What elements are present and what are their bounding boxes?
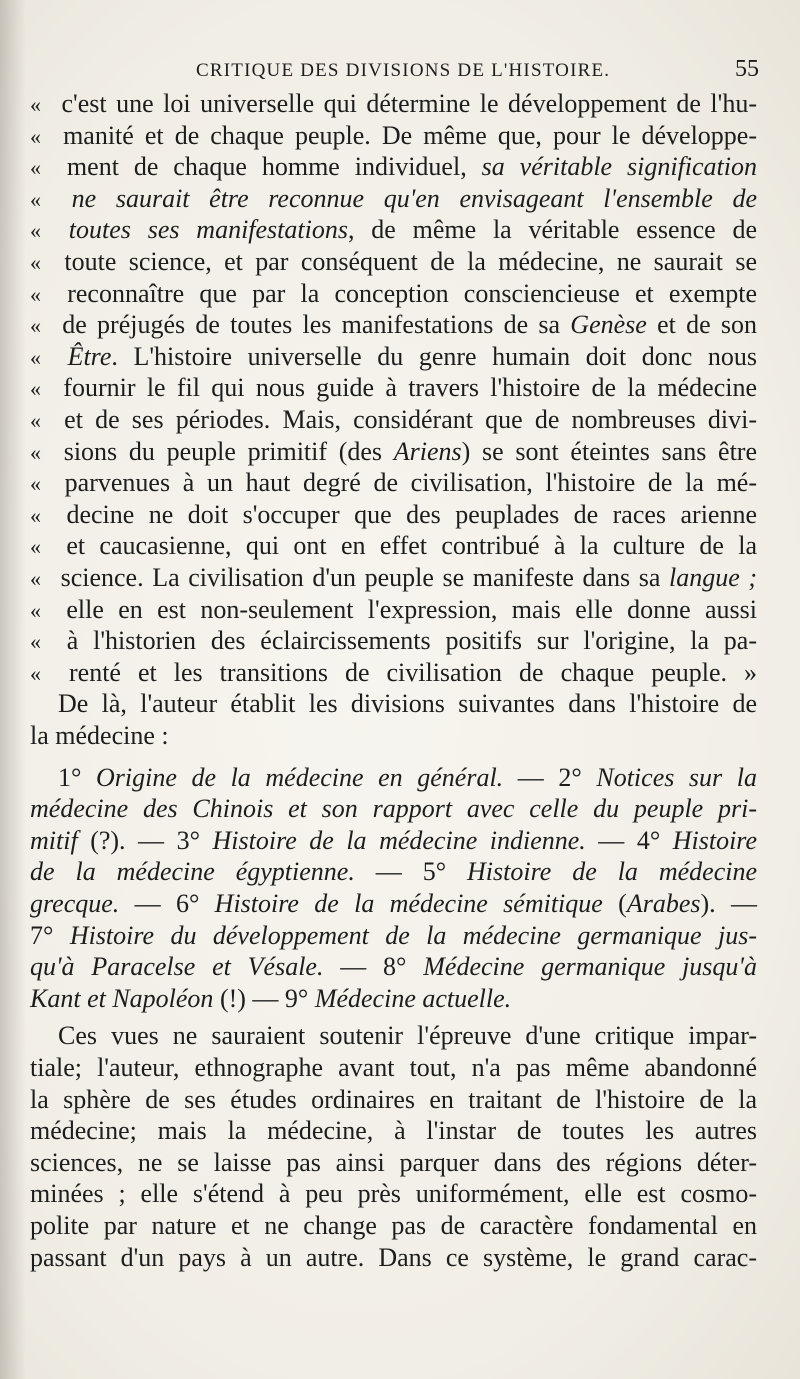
- text-run: minées ; elle s'étend à peu près uniformément, elle est cosmo-: [30, 1179, 757, 1209]
- italic-text-run: médecine des Chinois et son rapport avec celle du peuple pri-: [30, 794, 757, 824]
- text-line: [30, 1210, 757, 1242]
- text-line: [30, 436, 757, 469]
- italic-text-run: Médecine actuelle.: [314, 983, 512, 1013]
- text-line: [30, 151, 757, 184]
- italic-text-run: toutes ses manifestations: [52, 215, 348, 245]
- text-run: 1°: [58, 762, 96, 792]
- text-line: [30, 467, 757, 500]
- italic-text-run: ne saurait être reconnue qu'en envisageant l'ensemble de: [52, 183, 757, 213]
- text-run: reconnaître que par la conception consciencieuse et exempte: [52, 278, 757, 308]
- text-line: [58, 1020, 757, 1052]
- text-run: , de même la véritable essence de: [347, 215, 757, 245]
- text-line: [30, 120, 757, 153]
- running-head: [0, 56, 800, 90]
- text-line: [30, 372, 757, 405]
- italic-text-run: de la médecine égyptienne.: [30, 857, 355, 887]
- italic-text-run: Histoire de la médecine indienne.: [212, 825, 586, 855]
- text-run: à l'historien des éclaircissements positifs sur l'origine, la pa-: [52, 626, 757, 656]
- text-line: [30, 793, 757, 825]
- text-line: [30, 246, 757, 279]
- text-line: [30, 499, 757, 532]
- text-line: [30, 720, 757, 752]
- italic-text-run: Histoire de la médecine sémitique: [214, 889, 603, 918]
- text-line: [30, 1115, 757, 1147]
- text-line: [30, 657, 757, 690]
- italic-text-run: Ariens: [393, 436, 462, 466]
- text-run: tiale; l'auteur, ethnographe avant tout, n'a pas même abandonné: [30, 1053, 757, 1082]
- text-run: Ces vues ne sauraient soutenir l'épreuve d'une critique impar-: [58, 1021, 757, 1051]
- text-line: [30, 183, 757, 216]
- text-line: [30, 1178, 757, 1210]
- quote-mark: «: [30, 281, 38, 307]
- spine-shadow: [0, 0, 26, 1379]
- quote-mark: «: [30, 629, 38, 655]
- quote-mark: «: [30, 471, 38, 497]
- quote-mark: «: [30, 123, 38, 149]
- italic-text-run: grecque.: [30, 889, 120, 918]
- quote-mark: «: [30, 534, 38, 560]
- text-run: fournir le fil qui nous guide à travers l'histoire de la médecine: [52, 373, 757, 403]
- quote-mark: «: [30, 218, 38, 244]
- italic-text-run: Notices sur la: [596, 762, 757, 792]
- quote-mark: «: [30, 408, 38, 433]
- text-line: [30, 951, 757, 983]
- text-line: [30, 214, 757, 247]
- text-line: [58, 762, 757, 794]
- text-line: [30, 825, 757, 857]
- text-line: [58, 688, 757, 720]
- text-run: 7°: [30, 920, 70, 950]
- italic-text-run: Genèse: [570, 310, 647, 340]
- italic-text-run: mitif: [30, 825, 78, 855]
- text-run: sions du peuple primitif (des: [52, 436, 394, 466]
- quote-mark: «: [30, 660, 38, 686]
- text-run: (!) — 9°: [213, 983, 315, 1013]
- quote-mark: «: [30, 376, 38, 402]
- text-run: . L'histoire universelle du genre humain doit donc nous: [111, 341, 757, 371]
- quote-mark: «: [30, 92, 38, 117]
- text-run: De là, l'auteur établit les divisions suivantes dans l'histoire de: [58, 689, 757, 719]
- page-number: 55: [735, 56, 759, 82]
- text-run: renté et les transitions de civilisation de chaque peuple. »: [52, 657, 757, 687]
- text-line: [30, 562, 757, 595]
- text-line: [30, 1242, 757, 1274]
- text-run: et de ses périodes. Mais, considérant que de nombreuses divi-: [52, 405, 757, 434]
- quote-mark: «: [30, 186, 38, 212]
- text-run: decine ne doit s'occuper que des peuplades de races arienne: [52, 499, 757, 529]
- text-run: la médecine :: [30, 721, 169, 750]
- italic-text-run: Origine de la médecine en général.: [95, 762, 504, 792]
- text-line: [30, 1052, 757, 1084]
- italic-text-run: Être: [52, 341, 112, 371]
- italic-text-run: Histoire de la médecine: [467, 857, 758, 887]
- quote-mark: «: [30, 439, 38, 465]
- text-line: [30, 856, 757, 888]
- text-run: sciences, ne se laisse pas ainsi parquer dans des régions déter-: [30, 1147, 757, 1177]
- text-run: c'est une loi universelle qui détermine le développement de l'hu-: [52, 89, 757, 118]
- text-run: et de son: [646, 310, 758, 340]
- italic-text-run: qu'à Paracelse et Vésale.: [30, 952, 324, 982]
- text-run: — 8°: [323, 952, 424, 982]
- italic-text-run: langue ;: [668, 563, 758, 592]
- quote-mark: «: [30, 250, 38, 275]
- text-run: (?). — 3°: [77, 825, 213, 855]
- text-line: [30, 530, 757, 563]
- quote-mark: «: [30, 502, 38, 528]
- text-line: [30, 1147, 757, 1179]
- italic-text-run: Histoire du développement de la médecine germanique jus-: [69, 920, 757, 950]
- text-run: et caucasienne, qui ont en effet contribué à la culture de la: [52, 531, 757, 561]
- text-line: [30, 920, 757, 952]
- text-run: — 6°: [119, 889, 215, 918]
- text-line: [30, 341, 757, 374]
- running-title: CRITIQUE DES DIVISIONS DE L'HISTOIRE.: [196, 60, 611, 81]
- quote-mark: «: [30, 155, 38, 181]
- text-line: [30, 888, 757, 920]
- quote-mark: «: [30, 566, 38, 591]
- text-run: elle en est non-seulement l'expression, mais elle donne aussi: [52, 594, 757, 624]
- text-run: polite par nature et ne change pas de caractère fondamental en: [30, 1211, 757, 1240]
- text-run: parvenues à un haut degré de civilisation, l'histoire de la mé-: [52, 468, 757, 498]
- text-line: [30, 625, 757, 658]
- text-run: ) se sont éteintes sans être: [461, 436, 757, 466]
- text-run: — 5°: [354, 857, 468, 887]
- italic-text-run: Histoire: [672, 825, 757, 855]
- text-line: [30, 983, 757, 1015]
- quote-mark: «: [30, 597, 38, 623]
- italic-text-run: Kant et Napoléon: [30, 983, 214, 1013]
- text-line: [30, 309, 757, 342]
- italic-text-run: sa véritable signification: [481, 152, 757, 182]
- text-line: [30, 1084, 757, 1116]
- text-run: de préjugés de toutes les manifestations de sa: [52, 310, 571, 340]
- text-run: — 4°: [585, 825, 673, 855]
- text-line: [30, 594, 757, 627]
- text-run: — 2°: [503, 762, 597, 792]
- text-line: [30, 278, 757, 311]
- quote-mark: «: [30, 313, 38, 339]
- text-run: la sphère de ses études ordinaires en traitant de l'histoire de la: [30, 1084, 757, 1114]
- italic-text-run: Médecine germanique jusqu'à: [423, 952, 757, 982]
- text-run: ). —: [700, 889, 757, 918]
- text-run: science. La civilisation d'un peuple se manifeste dans sa: [52, 563, 669, 592]
- quote-mark: «: [30, 344, 38, 370]
- text-run: manité et de chaque peuple. De même que, pour le développe-: [52, 120, 757, 150]
- text-run: ment de chaque homme individuel,: [52, 152, 482, 182]
- text-line: [30, 88, 757, 121]
- text-run: toute science, et par conséquent de la médecine, ne saurait se: [52, 247, 757, 276]
- text-run: médecine; mais la médecine, à l'instar de toutes les autres: [30, 1116, 757, 1146]
- text-line: [30, 404, 757, 437]
- italic-text-run: Arabes: [626, 889, 701, 918]
- text-run: (: [602, 889, 627, 918]
- text-run: passant d'un pays à un autre. Dans ce système, le grand carac-: [30, 1242, 757, 1272]
